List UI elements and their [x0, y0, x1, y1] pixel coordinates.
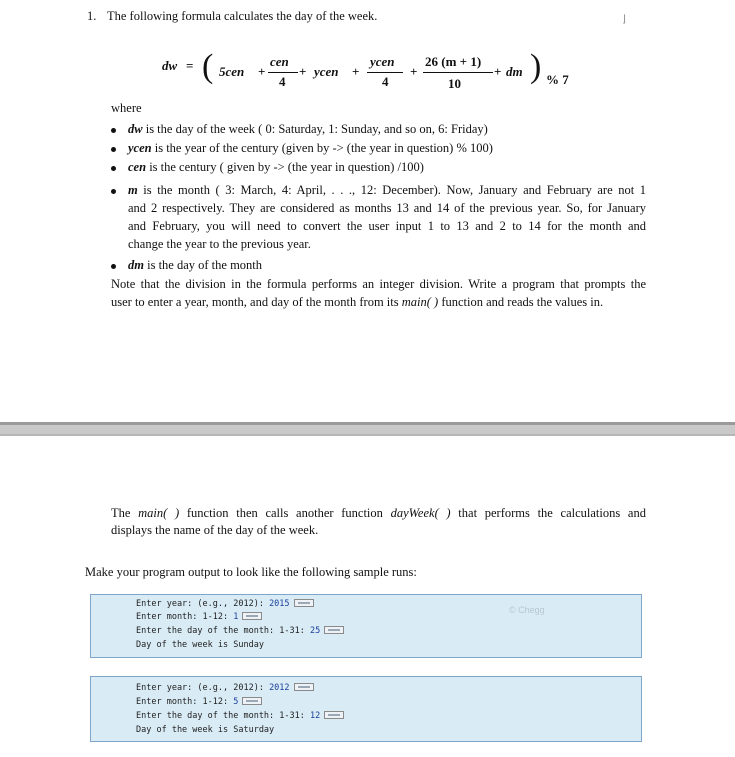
fraction3-denominator: 10 [448, 76, 461, 91]
run-line-result: Day of the week is Sunday [136, 640, 264, 650]
formula-plus: + [258, 64, 266, 79]
sample-run-2 [90, 676, 642, 742]
formula-plus: + [494, 64, 502, 79]
fraction3-numerator: 26 (m + 1) [425, 54, 482, 69]
definition-cen: cen is the century ( given by -> (the year in question) /100) [128, 160, 424, 174]
run-line-day: Enter the day of the month: 1-31: 25 [136, 625, 344, 638]
formula-mod: % 7 [546, 72, 569, 87]
fraction1-denominator: 4 [279, 74, 286, 89]
bullet [111, 264, 116, 269]
definition-m-line1: m is the month ( 3: March, 4: April, . . ., 12: December). Now, January and February are not 1 [128, 183, 646, 197]
scroll-mark: ⌋ [622, 14, 626, 25]
page2-line1: The main( ) function then calls another function dayWeek( ) that performs the calculations and [111, 506, 646, 520]
formula-close-paren: ) [530, 48, 542, 85]
page-separator [0, 422, 735, 436]
run-line-month: Enter month: 1-12: 5 [136, 696, 262, 709]
run-line-month: Enter month: 1-12: 1 [136, 611, 262, 624]
formula-term-5cen: 5cen [219, 64, 245, 79]
question-number: 1. [87, 9, 97, 23]
fraction1-numerator: cen [270, 54, 289, 69]
watermark: © Chegg [509, 605, 545, 615]
formula-term-dm: dm [506, 64, 523, 79]
question-intro: The following formula calculates the day of the week. [107, 9, 378, 23]
note-line1: Note that the division in the formula performs an integer division. Write a program that prompts the [111, 277, 646, 291]
fraction3-bar [423, 72, 493, 73]
fraction2-denominator: 4 [382, 74, 389, 89]
fraction2-bar [367, 72, 403, 73]
enter-key-icon [294, 599, 314, 607]
enter-key-icon [324, 711, 344, 719]
formula-plus: + [352, 64, 360, 79]
bullet [111, 147, 116, 152]
enter-key-icon [242, 612, 262, 620]
enter-key-icon [294, 683, 314, 691]
bullet [111, 166, 116, 171]
enter-key-icon [242, 697, 262, 705]
bullet [111, 189, 116, 194]
formula-equals: = [186, 58, 194, 73]
formula-plus: + [410, 64, 418, 79]
definition-m-line4: change the year to the previous year. [128, 237, 311, 251]
formula-lhs: dw [162, 58, 178, 73]
fraction2-numerator: ycen [370, 54, 395, 69]
definition-dw: dw is the day of the week ( 0: Saturday, 1: Sunday, and so on, 6: Friday) [128, 122, 488, 136]
sample-run-1 [90, 594, 642, 658]
bullet [111, 128, 116, 133]
fraction1-bar [268, 72, 298, 73]
note-line2: user to enter a year, month, and day of the month from its main( ) function and reads the values in. [111, 295, 604, 309]
definition-dm: dm is the day of the month [128, 258, 263, 272]
document-page-2 [0, 436, 735, 757]
formula-plus: + [299, 64, 307, 79]
definition-ycen: ycen is the year of the century (given by -> (the year in question) % 100) [128, 141, 493, 155]
where-label: where [111, 101, 142, 115]
run-line-day: Enter the day of the month: 1-31: 12 [136, 710, 344, 723]
definition-m-line3: and February, you will need to convert the user input 1 to 13 and 2 to 14 for the month and [128, 219, 646, 233]
make-output-instruction: Make your program output to look like the following sample runs: [85, 565, 417, 579]
formula-open-paren: ( [202, 48, 214, 85]
run-line-result: Day of the week is Saturday [136, 725, 275, 735]
enter-key-icon [324, 626, 344, 634]
run-line-year: Enter year: (e.g., 2012): 2012 [136, 682, 314, 695]
formula-term-ycen: ycen [314, 64, 339, 79]
page2-line2: displays the name of the day of the week. [111, 523, 319, 537]
definition-m-line2: and 2 respectively. They are considered as months 13 and 14 of the previous year. So, for January [128, 201, 646, 215]
run-line-year: Enter year: (e.g., 2012): 2015 [136, 598, 314, 611]
